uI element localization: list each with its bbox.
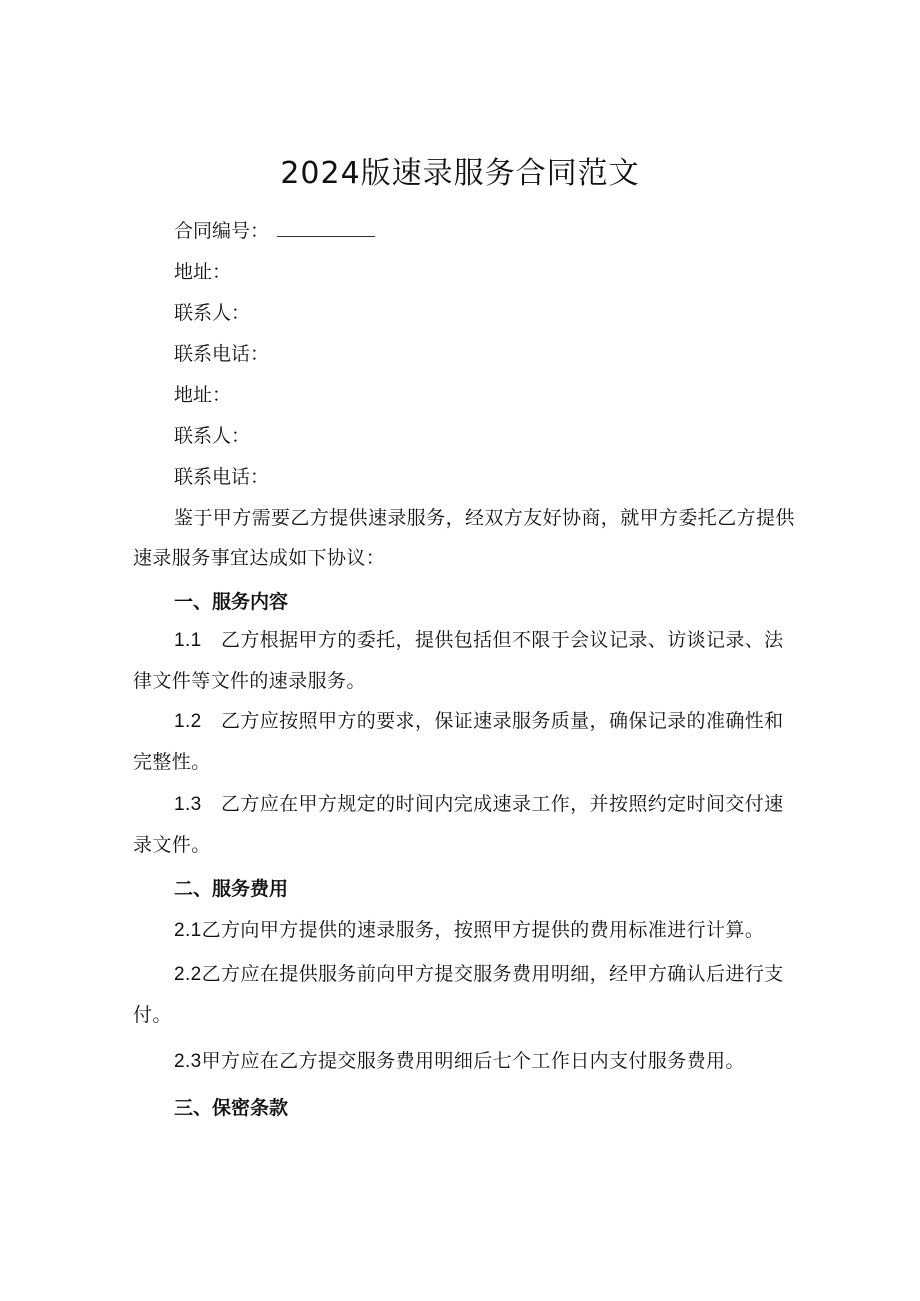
clause-1-1 — [133, 620, 798, 701]
clause-number: 2.1 — [174, 920, 202, 941]
document-title: 2024版速录服务合同范文 — [280, 156, 640, 191]
party-b-phone-label: 联系电话： — [174, 466, 270, 488]
clause-text: 乙方向甲方提供的速录服务，按照甲方提供的费用标准进行计算。 — [201, 919, 765, 941]
clause-number: 1.2 — [174, 711, 202, 732]
clause-2-1 — [133, 910, 798, 951]
section-1-heading: 一、服务内容 — [174, 591, 289, 613]
intro-paragraph: 鉴于甲方需要乙方提供速录服务，经双方友好协商，就甲方委托乙方提供速录服务事宜达成如下协议： — [133, 507, 795, 569]
clause-number: 2.2 — [174, 964, 202, 985]
contract-number-label: 合同编号： — [174, 220, 270, 242]
party-a-contact-label: 联系人： — [174, 302, 251, 324]
contract-number-line — [174, 218, 375, 244]
clause-1-2 — [133, 701, 798, 782]
party-b-contact-label: 联系人： — [174, 425, 251, 447]
clause-number: 2.3 — [174, 1051, 202, 1072]
clause-number: 1.1 — [174, 630, 202, 651]
party-a-phone-label: 联系电话： — [174, 343, 270, 365]
clause-number: 1.3 — [174, 794, 202, 815]
clause-text: 乙方根据甲方的委托，提供包括但不限于会议记录、访谈记录、法律文件等文件的速录服务。 — [133, 629, 784, 692]
clause-text: 乙方应在提供服务前向甲方提交服务费用明细，经甲方确认后进行支付。 — [133, 963, 784, 1026]
contract-number-blank — [277, 222, 375, 237]
clause-2-3 — [133, 1041, 798, 1082]
party-b-address-label: 地址： — [174, 384, 232, 406]
section-2-heading: 二、服务费用 — [174, 878, 289, 900]
clause-text: 乙方应在甲方规定的时间内完成速录工作，并按照约定时间交付速录文件。 — [133, 793, 784, 856]
party-a-address-label: 地址： — [174, 261, 232, 283]
section-3-heading: 三、保密条款 — [174, 1097, 289, 1119]
clause-text: 乙方应按照甲方的要求，保证速录服务质量，确保记录的准确性和完整性。 — [133, 710, 784, 773]
clause-2-2 — [133, 954, 798, 1035]
clause-text: 甲方应在乙方提交服务费用明细后七个工作日内支付服务费用。 — [201, 1050, 745, 1072]
clause-1-3 — [133, 784, 798, 865]
